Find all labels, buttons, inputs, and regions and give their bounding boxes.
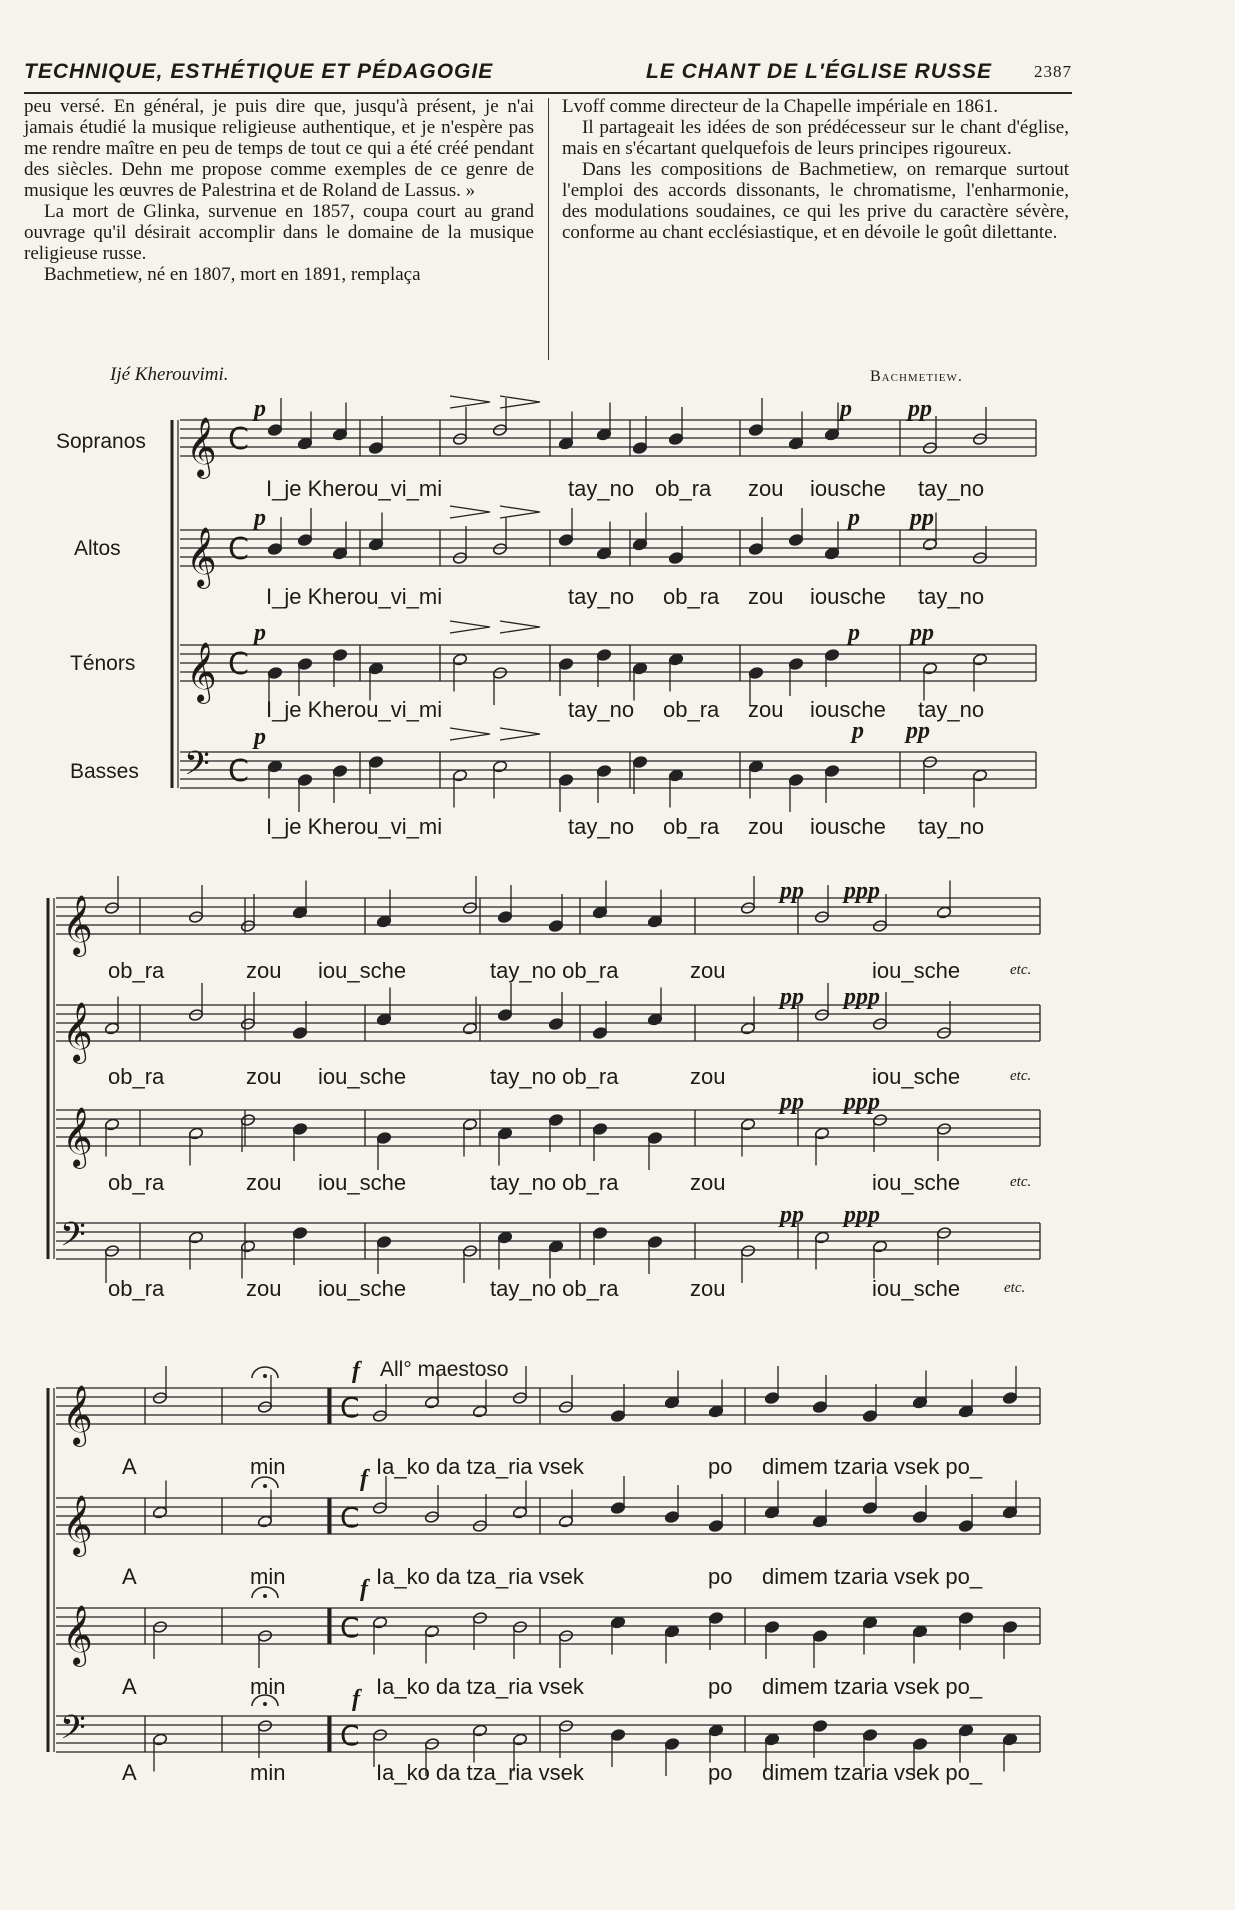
dynamic-p: p xyxy=(840,396,852,422)
dynamic-p: p xyxy=(848,505,860,531)
tempo-marking: All° maestoso xyxy=(380,1358,509,1381)
lyric-syllable: iou_sche xyxy=(872,1276,961,1301)
paragraph: Bachmetiew, né en 1807, mort en 1891, remplaça xyxy=(44,264,421,285)
lyric-syllable: min xyxy=(250,1454,286,1479)
treble-clef: 𝄞 xyxy=(62,1605,93,1665)
page-number: 2387 xyxy=(1034,62,1072,81)
lyric-syllable: zou xyxy=(690,1064,726,1089)
decrescendo-hairpin xyxy=(500,728,540,740)
dynamic-pp: pp xyxy=(908,396,932,422)
lyric-syllable: tay_no ob_ra xyxy=(490,958,619,983)
lyric-syllable: dimem tzaria vsek po_ xyxy=(762,1674,983,1699)
lyric-syllable: tay_no xyxy=(568,697,635,722)
lyric-syllable: po xyxy=(708,1454,733,1479)
fermata-dot xyxy=(263,1374,267,1378)
header-left-title: TECHNIQUE, ESTHÉTIQUE ET PÉDAGOGIE xyxy=(24,60,494,83)
lyric-syllable: zou xyxy=(748,584,784,609)
common-time: C xyxy=(228,422,249,457)
music-title: Ijé Kherouvimi. xyxy=(110,364,229,385)
dynamic-pp: pp xyxy=(780,1089,804,1115)
lyric-syllable: zou xyxy=(748,814,784,839)
lyric-syllable: iou_sche xyxy=(318,1170,407,1195)
lyric-syllable: zou xyxy=(246,1276,282,1301)
paragraph: Il partageait les idées de son prédécesseur sur le chant d'église, mais en s'écartant quelquefois de leurs principes rigoureux. xyxy=(562,117,1069,159)
lyric-syllable: ob_ra xyxy=(663,814,720,839)
dynamic-f: f xyxy=(360,1576,368,1602)
dynamic-pp: pp xyxy=(910,620,934,646)
treble-clef: 𝄞 xyxy=(62,1002,93,1062)
decrescendo-hairpin xyxy=(500,506,540,518)
lyric-syllable: I_je Kherou_vi_mi xyxy=(266,697,443,722)
lyric-syllable: tay_no xyxy=(568,584,635,609)
lyric-syllable: iousche xyxy=(810,697,886,722)
lyric-syllable: min xyxy=(250,1760,286,1785)
fermata-dot xyxy=(263,1484,267,1488)
dynamic-f: f xyxy=(352,1686,360,1712)
lyric-syllable: iousche xyxy=(810,476,886,501)
dynamic-ppp: ppp xyxy=(844,1089,880,1115)
treble-clef: 𝄞 xyxy=(62,1495,93,1555)
lyric-syllable: tay_no xyxy=(568,814,635,839)
crescendo-hairpin xyxy=(450,728,490,740)
lyric-syllable: po xyxy=(708,1674,733,1699)
crescendo-hairpin xyxy=(450,396,490,408)
voice-name-tenors: Ténors xyxy=(70,652,136,675)
lyric-syllable: A xyxy=(122,1564,137,1589)
lyric-syllable: Ia_ko da tza_ria vsek xyxy=(376,1454,584,1479)
lyric-syllable: tay_no xyxy=(918,476,985,501)
paragraph: Dans les compositions de Bachmetiew, on remarque surtout l'emploi des accords dissonants, le chromatisme, l'enharmonie, des modulations soudaines, ce qui les prive du caractère sévère, conforme au chant ecclésiastique, et en dévoile le goût dilettante. xyxy=(562,159,1069,243)
lyric-syllable: iousche xyxy=(810,584,886,609)
dynamic-pp: pp xyxy=(780,984,804,1010)
bass-clef: 𝄢 xyxy=(60,1709,86,1755)
lyric-syllable: po xyxy=(708,1564,733,1589)
treble-clef: 𝄞 xyxy=(186,527,217,587)
lyric-syllable: iou_sche xyxy=(318,958,407,983)
dynamic-pp: pp xyxy=(910,505,934,531)
text-column-right xyxy=(562,96,1069,243)
etc-mark: etc. xyxy=(1004,1280,1026,1296)
decrescendo-hairpin xyxy=(500,621,540,633)
lyric-syllable: ob_ra xyxy=(108,1064,165,1089)
lyric-syllable: Ia_ko da tza_ria vsek xyxy=(376,1760,584,1785)
lyric-syllable: zou xyxy=(246,1064,282,1089)
lyric-syllable: ob_ra xyxy=(663,584,720,609)
common-time: C xyxy=(340,1611,360,1644)
lyric-syllable: zou xyxy=(748,476,784,501)
dynamic-ppp: ppp xyxy=(844,1202,880,1228)
music-score xyxy=(0,380,1235,1800)
treble-clef: 𝄞 xyxy=(186,417,217,477)
dynamic-p: p xyxy=(254,505,266,531)
lyric-syllable: min xyxy=(250,1674,286,1699)
voice-name-sopranos: Sopranos xyxy=(56,430,146,453)
crescendo-hairpin xyxy=(450,506,490,518)
crescendo-hairpin xyxy=(450,621,490,633)
lyric-syllable: iou_sche xyxy=(872,1170,961,1195)
lyric-syllable: iou_sche xyxy=(872,958,961,983)
dynamic-p: p xyxy=(852,718,864,744)
lyric-syllable: tay_no xyxy=(918,584,985,609)
lyric-syllable: I_je Kherou_vi_mi xyxy=(266,814,443,839)
lyric-syllable: iou_sche xyxy=(318,1064,407,1089)
fermata-dot xyxy=(263,1702,267,1706)
treble-clef: 𝄞 xyxy=(62,895,93,955)
dynamic-p: p xyxy=(254,620,266,646)
lyric-syllable: zou xyxy=(690,1276,726,1301)
dynamic-p: p xyxy=(254,396,266,422)
lyric-syllable: tay_no ob_ra xyxy=(490,1276,619,1301)
lyric-syllable: iousche xyxy=(810,814,886,839)
lyric-syllable: ob_ra xyxy=(663,697,720,722)
lyric-syllable: dimem tzaria vsek po_ xyxy=(762,1564,983,1589)
etc-mark: etc. xyxy=(1010,962,1032,978)
lyric-syllable: ob_ra xyxy=(655,476,712,501)
common-time: C xyxy=(228,532,249,567)
voice-name-altos: Altos xyxy=(74,537,121,560)
dynamic-p: p xyxy=(848,620,860,646)
lyric-syllable: Ia_ko da tza_ria vsek xyxy=(376,1564,584,1589)
lyric-syllable: A xyxy=(122,1674,137,1699)
text-column-left xyxy=(24,96,534,285)
lyric-syllable: zou xyxy=(690,958,726,983)
lyric-syllable: ob_ra xyxy=(108,958,165,983)
lyric-syllable: I_je Kherou_vi_mi xyxy=(266,476,443,501)
dynamic-ppp: ppp xyxy=(844,878,880,904)
column-divider xyxy=(548,98,549,360)
lyric-syllable: A xyxy=(122,1454,137,1479)
fermata-dot xyxy=(263,1594,267,1598)
lyric-syllable: dimem tzaria vsek po_ xyxy=(762,1760,983,1785)
lyric-syllable: tay_no ob_ra xyxy=(490,1170,619,1195)
etc-mark: etc. xyxy=(1010,1174,1032,1190)
treble-clef: 𝄞 xyxy=(186,642,217,702)
treble-clef: 𝄞 xyxy=(62,1107,93,1167)
dynamic-f: f xyxy=(360,1466,368,1492)
dynamic-pp: pp xyxy=(780,878,804,904)
lyric-syllable: iou_sche xyxy=(872,1064,961,1089)
voice-name-basses: Basses xyxy=(70,760,139,783)
lyric-syllable: tay_no xyxy=(918,697,985,722)
lyric-syllable: A xyxy=(122,1760,137,1785)
running-header xyxy=(24,54,1072,94)
lyric-syllable: po xyxy=(708,1760,733,1785)
lyric-syllable: tay_no xyxy=(918,814,985,839)
lyric-syllable: I_je Kherou_vi_mi xyxy=(266,584,443,609)
dynamic-p: p xyxy=(254,724,266,750)
common-time: C xyxy=(228,647,249,682)
header-rule xyxy=(24,92,1072,94)
paragraph: peu versé. En général, je puis dire que, jusqu'à présent, je n'ai jamais étudié la musique religieuse authentique, et je n'espère pas me rendre maître en peu de temps de tout ce qui a été créé pendant des siècles. Dehn me propose comme exemples de ce genre de musique les œuvres de Palestrina et de Roland de Lassus. » xyxy=(24,96,534,201)
bass-clef: 𝄢 xyxy=(184,745,210,791)
dynamic-pp: pp xyxy=(780,1202,804,1228)
lyric-syllable: dimem tzaria vsek po_ xyxy=(762,1454,983,1479)
composer-name: Bachmetiew. xyxy=(870,368,963,385)
lyric-syllable: ob_ra xyxy=(108,1170,165,1195)
treble-clef: 𝄞 xyxy=(62,1385,93,1445)
dynamic-pp: pp xyxy=(906,718,930,744)
dynamic-f: f xyxy=(352,1358,360,1384)
common-time: C xyxy=(340,1719,360,1752)
lyric-syllable: zou xyxy=(246,958,282,983)
lyric-syllable: ob_ra xyxy=(108,1276,165,1301)
common-time: C xyxy=(340,1501,360,1534)
lyric-syllable: zou xyxy=(690,1170,726,1195)
lyric-syllable: Ia_ko da tza_ria vsek xyxy=(376,1674,584,1699)
etc-mark: etc. xyxy=(1010,1068,1032,1084)
common-time: C xyxy=(228,754,249,789)
dynamic-ppp: ppp xyxy=(844,984,880,1010)
lyric-syllable: iou_sche xyxy=(318,1276,407,1301)
paragraph: Lvoff comme directeur de la Chapelle impériale en 1861. xyxy=(562,96,998,117)
lyric-syllable: min xyxy=(250,1564,286,1589)
common-time: C xyxy=(340,1391,360,1424)
lyric-syllable: zou xyxy=(748,697,784,722)
header-right-title: LE CHANT DE L'ÉGLISE RUSSE xyxy=(646,60,993,83)
lyric-syllable: zou xyxy=(246,1170,282,1195)
lyric-syllable: tay_no xyxy=(568,476,635,501)
lyric-syllable: tay_no ob_ra xyxy=(490,1064,619,1089)
bass-clef: 𝄢 xyxy=(60,1216,86,1262)
paragraph: La mort de Glinka, survenue en 1857, coupa court au grand ouvrage qu'il désirait accomplir dans le domaine de la musique religieuse russe. xyxy=(24,201,534,264)
